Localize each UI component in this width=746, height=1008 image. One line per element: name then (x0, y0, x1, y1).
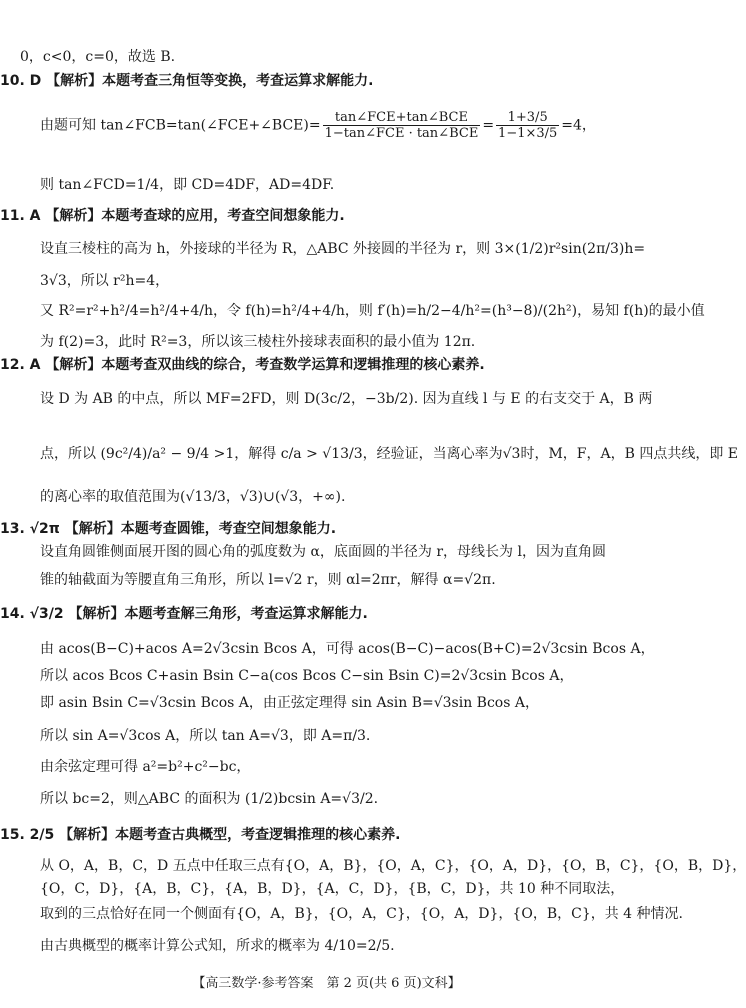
q10-fraction-2 (496, 110, 559, 141)
text-line: 由古典概型的概率计算公式知，所求的概率为 4/10=2/5. (40, 938, 395, 954)
text-line: 设 D 为 AB 的中点，所以 MF=2FD，则 D(3c/2，−3b/2). 因为直线 l 与 E 的右支交于 A，B 两 (40, 391, 653, 407)
text-line: {O，C，D}，{A，B，C}，{A，B，D}，{A，C，D}，{B，C，D}，共 10 种不同取法， (40, 881, 625, 897)
text-line: 又 R²=r²+h²/4=h²/4+4/h，令 f(h)=h²/4+4/h，则 f′(h)=h/2−4/h²=(h³−8)/(2h²)，易知 f(h)的最小值 (40, 303, 705, 319)
text-line: 锥的轴截面为等腰直角三角形，所以 l=√2 r，则 αl=2πr，解得 α=√2π. (40, 572, 496, 588)
text-line: 设直角圆锥侧面展开图的圆心角的弧度数为 α，底面圆的半径为 r，母线长为 l，因为直角圆 (40, 544, 606, 560)
q10-equation: 由题可知 tan∠FCB=tan(∠FCE+∠BCE)= tan∠FCE+tan∠BCE 1−tan∠FCE · tan∠BCE = $\frac{1+3/5}{1-1\times 3/5}$ =4， (40, 110, 596, 141)
text-line: 3√3，所以 r²h=4， (40, 273, 170, 289)
q10-frac2-num: 1+3/5 (496, 110, 559, 126)
q10-frac1-num: tan∠FCE+tan∠BCE (323, 110, 481, 126)
q13-heading: 13. √2π 【解析】本题考查圆锥，考查空间想象能力. (0, 521, 337, 537)
text-line: 设直三棱柱的高为 h，外接球的半径为 R，△ABC 外接圆的半径为 r，则 3×(1/2)r²sin(2π/3)h= (40, 241, 646, 257)
text-line: 从 O，A，B，C，D 五点中任取三点有{O，A，B}，{O，A，C}，{O，A，D}，{O，B，C}，{O，B，D}， (40, 858, 746, 874)
text-line: 取到的三点恰好在同一个侧面有{O，A，B}，{O，A，C}，{O，A，D}，{O，B，C}，共 4 种情况. (40, 906, 683, 922)
text-line: 的离心率的取值范围为(√13/3，√3)∪(√3，+∞). (40, 489, 346, 505)
text-line: 则 tan∠FCD=1/4，即 CD=4DF，AD=4DF. (40, 177, 335, 193)
q10-eq-post: =4， (561, 117, 596, 134)
text-line: 0，c<0，c=0，故选 B. (20, 49, 176, 65)
text-line: 所以 acos Bcos C+asin Bsin C−a(cos Bcos C−sin Bsin C)=2√3csin Bcos A， (40, 668, 574, 684)
q10-frac2-den: 1−1×3/5 (498, 126, 558, 141)
q10-fraction-1 (323, 110, 481, 141)
text-line: 所以 sin A=√3cos A，所以 tan A=√3，即 A=π/3. (40, 728, 371, 744)
q15-heading: 15. 2/5 【解析】本题考查古典概型，考查逻辑推理的核心素养. (0, 827, 401, 843)
page-footer: 【高三数学·参考答案 第 2 页(共 6 页)文科】 (192, 976, 461, 991)
q10-frac1-den: 1−tan∠FCE · tan∠BCE (324, 126, 479, 141)
q11-heading: 11. A 【解析】本题考查球的应用，考查空间想象能力. (0, 208, 345, 224)
q10-heading: 10. D 【解析】本题考查三角恒等变换，考查运算求解能力. (0, 73, 374, 89)
text-line: 由 acos(B−C)+acos A=2√3csin Bcos A，可得 acos(B−C)−acos(B+C)=2√3csin Bcos A， (40, 641, 655, 657)
q10-eq-pre: 由题可知 tan∠FCB=tan(∠FCE+∠BCE)= (40, 117, 321, 134)
text-line: 所以 bc=2，则△ABC 的面积为 (1/2)bcsin A=√3/2. (40, 791, 379, 807)
q12-heading: 12. A 【解析】本题考查双曲线的综合，考查数学运算和逻辑推理的核心素养. (0, 357, 485, 373)
text-line: 点，所以 (9c²/4)/a² − 9/4 >1，解得 c/a > √13/3，经验证，当离心率为√3时，M，F，A，B 四点共线，即 E (40, 446, 739, 462)
q14-heading: 14. √3/2 【解析】本题考查解三角形，考查运算求解能力. (0, 606, 368, 622)
text-line: 为 f(2)=3，此时 R²=3，所以该三棱柱外接球表面积的最小值为 12π. (40, 334, 476, 350)
text-line: 即 asin Bsin C=√3csin Bcos A，由正弦定理得 sin Asin B=√3sin Bcos A， (40, 695, 539, 711)
text-line: 由余弦定理可得 a²=b²+c²−bc， (40, 759, 251, 775)
